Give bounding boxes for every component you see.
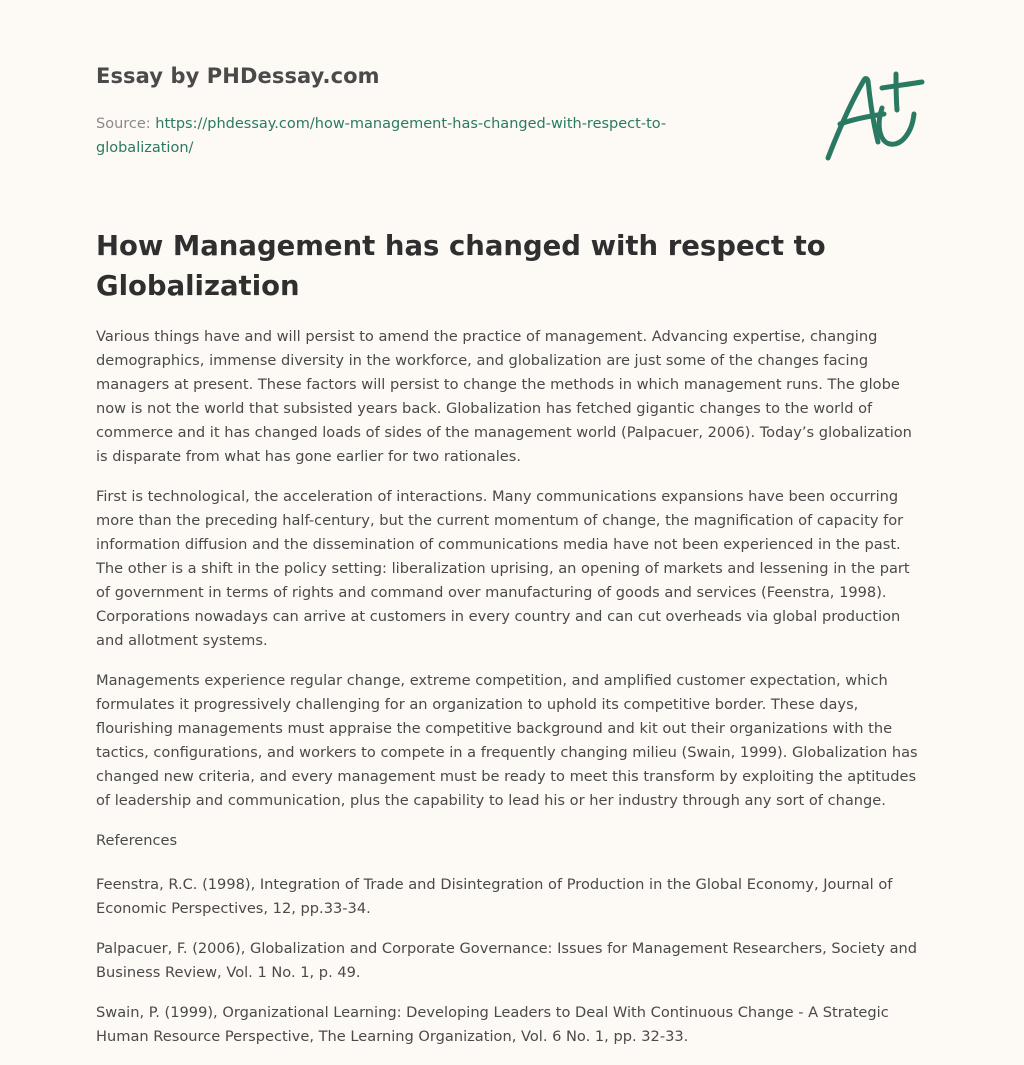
site-brand: Essay by PHDessay.com (96, 64, 380, 88)
source-label: Source: (96, 116, 156, 132)
essay-paragraph-3: Managements experience regular change, extreme competition, and amplified customer expectation, which formulates it progressively challenging for an organization to uphold its competitive border. These days, flourishing managements must appraise the competitive background and kit out their organizations with the tactics, configurations, and workers to compete in a frequently changing milieu (Swain, 1999). Globalization has changed new criteria, and every management must be ready to meet this transform by exploiting the aptitudes of leadership and communication, plus the capability to lead his or her industry through any sort of change. (96, 672, 918, 809)
essay-paragraph-2: First is technological, the acceleration of interactions. Many communications expansions have been occurring more than the preceding half-century, but the current momentum of change, the magnification of capacity for information diffusion and the dissemination of communications media have not been experienced in the past. The other is a shift in the policy setting: liberalization uprising, an opening of markets and lessening in the part of government in terms of rights and command over manufacturing of goods and services (Feenstra, 1998). Corporations nowadays can arrive at customers in every country and can cut overheads via global production and allotment systems. (96, 488, 910, 649)
essay-body (96, 325, 928, 1065)
references-heading: References (96, 832, 178, 849)
reference-item-2: Palpacuer, F. (2006), Globalization and Corporate Governance: Issues for Management Researchers, Society and Business Review, Vol. 1 No. 1, p. 49. (96, 940, 918, 981)
essay-paragraph-1: Various things have and will persist to amend the practice of management. Advancing expertise, changing demographics, immense diversity in the workforce, and globalization are just some of the changes facing managers at present. These factors will persist to change the methods in which management runs. The globe now is not the world that subsisted years back. Globalization has fetched gigantic changes to the world of commerce and it has changed loads of sides of the management world (Palpacuer, 2006). Today’s globalization is disparate from what has gone earlier for two rationales. (96, 328, 912, 465)
source-link[interactable]: https://phdessay.com/how-management-has-changed-with-respect-to-globalization/ (96, 116, 667, 156)
reference-item-3: Swain, P. (1999), Organizational Learning: Developing Leaders to Deal With Continuous Change - A Strategic Human Resource Perspective, The Learning Organization, Vol. 6 No. 1, pp. 32-33. (96, 1004, 889, 1045)
source-line (96, 112, 736, 160)
essay-title: How Management has changed with respect to Globalization (96, 230, 826, 302)
a-plus-grade-icon (824, 70, 928, 164)
reference-item-1: Feenstra, R.C. (1998), Integration of Trade and Disintegration of Production in the Global Economy, Journal of Economic Perspectives, 12, pp.33-34. (96, 876, 893, 917)
